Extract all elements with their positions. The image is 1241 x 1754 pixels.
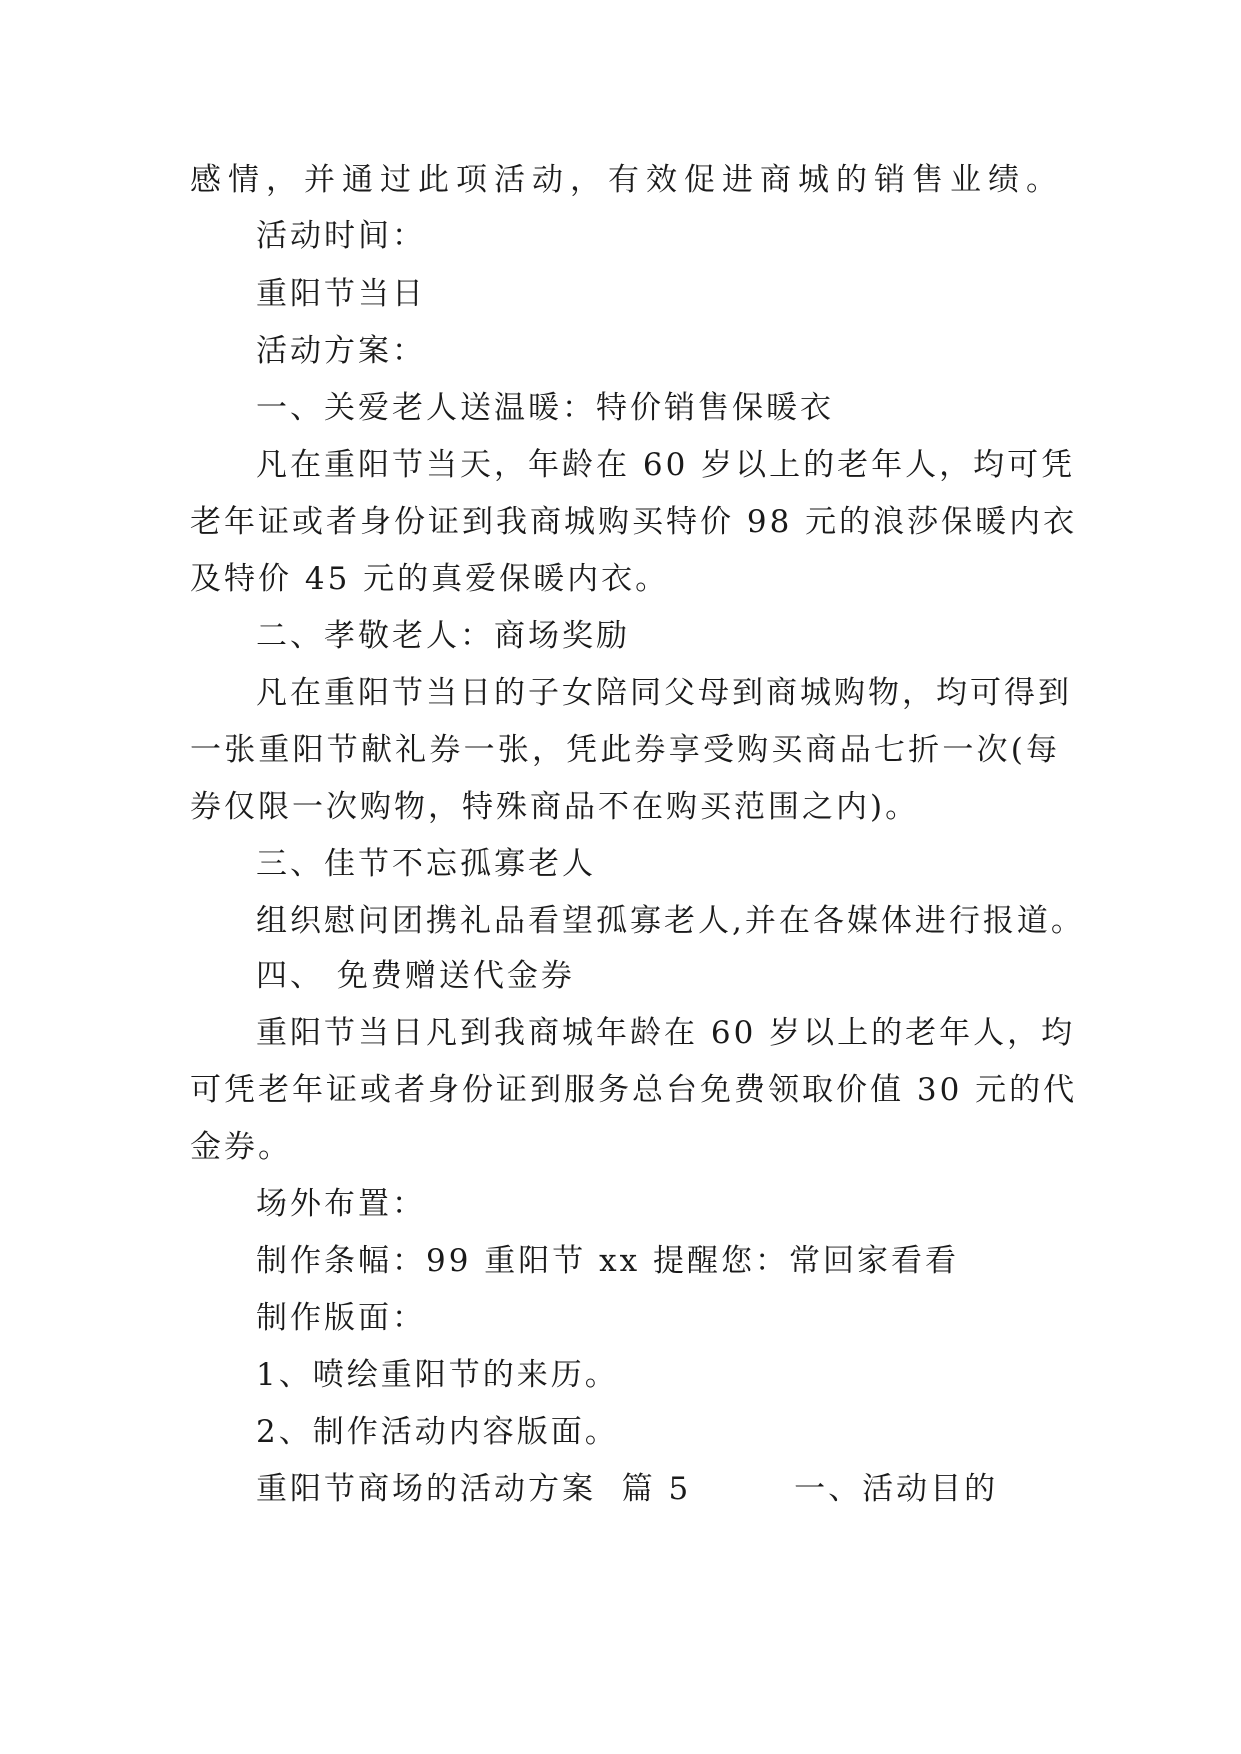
paragraph-line: 感情，并通过此项活动，有效促进商城的销售业绩。 [190, 162, 1060, 198]
paragraph-line: 老年证或者身份证到我商城购买特价 98 元的浪莎保暖内衣 [190, 504, 1078, 540]
paragraph-line: 及特价 45 元的真爱保暖内衣。 [190, 561, 670, 597]
paragraph-line: 可凭老年证或者身份证到服务总台免费领取价值 30 元的代 [190, 1072, 1078, 1108]
chapter-heading: 重阳节商场的活动方案 篇 5 一、活动目的 [256, 1471, 999, 1507]
section-label: 场外布置： [256, 1186, 426, 1222]
paragraph-line: 一张重阳节献礼券一张，凭此券享受购买商品七折一次(每 [190, 732, 1060, 768]
section-label: 活动时间： [256, 218, 426, 254]
list-item: 1、喷绘重阳节的来历。 [256, 1357, 619, 1393]
paragraph-line: 金券。 [190, 1129, 292, 1165]
paragraph-line: 制作条幅：99 重阳节 xx 提醒您：常回家看看 [256, 1243, 959, 1279]
paragraph-line: 重阳节当日 [256, 276, 426, 312]
section-heading: 四、 免费赠送代金券 [256, 958, 575, 994]
paragraph-line: 凡在重阳节当日的子女陪同父母到商城购物，均可得到 [256, 675, 1072, 711]
section-heading: 三、佳节不忘孤寡老人 [256, 846, 596, 882]
paragraph-line: 组织慰问团携礼品看望孤寡老人,并在各媒体进行报道。 [256, 903, 1085, 939]
section-label: 制作版面： [256, 1300, 426, 1336]
paragraph-line: 重阳节当日凡到我商城年龄在 60 岁以上的老年人，均 [256, 1015, 1076, 1051]
list-item: 2、制作活动内容版面。 [256, 1414, 619, 1450]
section-heading: 一、关爱老人送温暖：特价销售保暖衣 [256, 390, 834, 426]
section-heading: 二、孝敬老人：商场奖励 [256, 618, 630, 654]
section-label: 活动方案： [256, 333, 426, 369]
paragraph-line: 凡在重阳节当天，年龄在 60 岁以上的老年人，均可凭 [256, 447, 1076, 483]
paragraph-line: 券仅限一次购物，特殊商品不在购买范围之内)。 [190, 789, 920, 825]
